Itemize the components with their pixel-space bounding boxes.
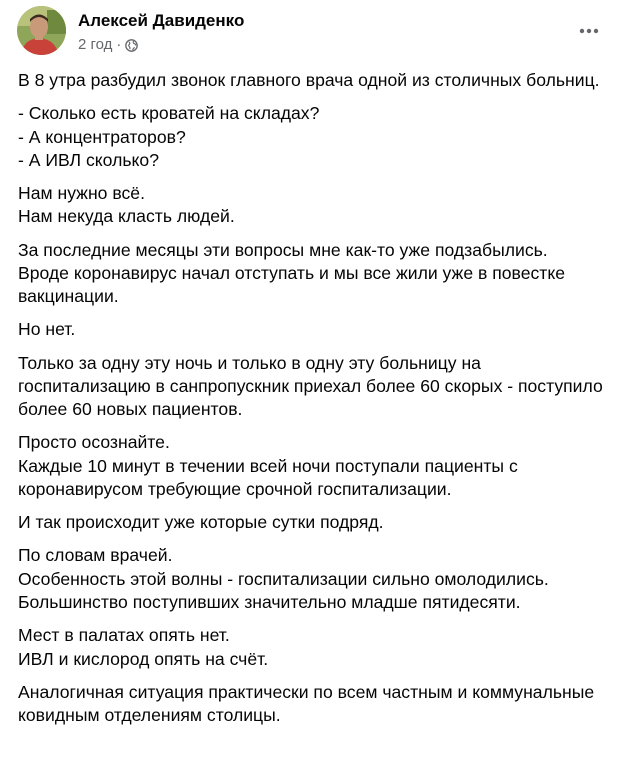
more-options-button[interactable] bbox=[576, 18, 602, 44]
meta-separator: · bbox=[116, 36, 122, 53]
post-paragraph: Но нет. bbox=[18, 319, 76, 340]
post-paragraph: Только за одну эту ночь и только в одну эту больницу на госпитализацию в санпропускник приехал более 60 скорых - поступило более 60 новых пациентов. bbox=[18, 352, 603, 420]
post-meta bbox=[78, 36, 138, 54]
post-body bbox=[18, 69, 603, 737]
more-horizontal-icon bbox=[579, 28, 599, 34]
globe-icon bbox=[125, 39, 138, 52]
profile-photo bbox=[17, 6, 66, 55]
post-paragraph: Просто осознайте. Каждые 10 минут в течении всей ночи поступали пациенты с коронавирусом требующие срочной госпитализации. bbox=[18, 432, 518, 500]
author-name[interactable]: Алексей Давиденко bbox=[78, 11, 245, 30]
post-paragraph: И так происходит уже которые сутки подряд. bbox=[18, 512, 384, 533]
post-paragraph: Аналогичная ситуация практически по всем частным и коммунальные ковидным отделениям столицы. bbox=[18, 681, 595, 726]
post-paragraph: Нам нужно всё. Нам некуда класть людей. bbox=[18, 183, 235, 227]
post-paragraph: Мест в палатах опять нет. ИВЛ и кислород опять на счёт. bbox=[18, 625, 269, 669]
post-paragraph: По словам врачей. Особенность этой волны - госпитализации сильно омолодились. Большинство поступивших значительно младше пятидесяти. bbox=[18, 545, 549, 613]
post-timestamp[interactable]: 2 год bbox=[78, 36, 113, 53]
avatar[interactable] bbox=[17, 6, 66, 55]
post-paragraph: За последние месяцы эти вопросы мне как-то уже подзабылись. Вроде коронавирус начал отступать и мы все жили уже в повестке вакцинации. bbox=[18, 239, 566, 307]
post-paragraph: - Сколько есть кроватей на складах? - А концентраторов? - А ИВЛ сколько? bbox=[18, 103, 320, 170]
post-paragraph: В 8 утра разбудил звонок главного врача одной из столичных больниц. bbox=[18, 70, 600, 90]
